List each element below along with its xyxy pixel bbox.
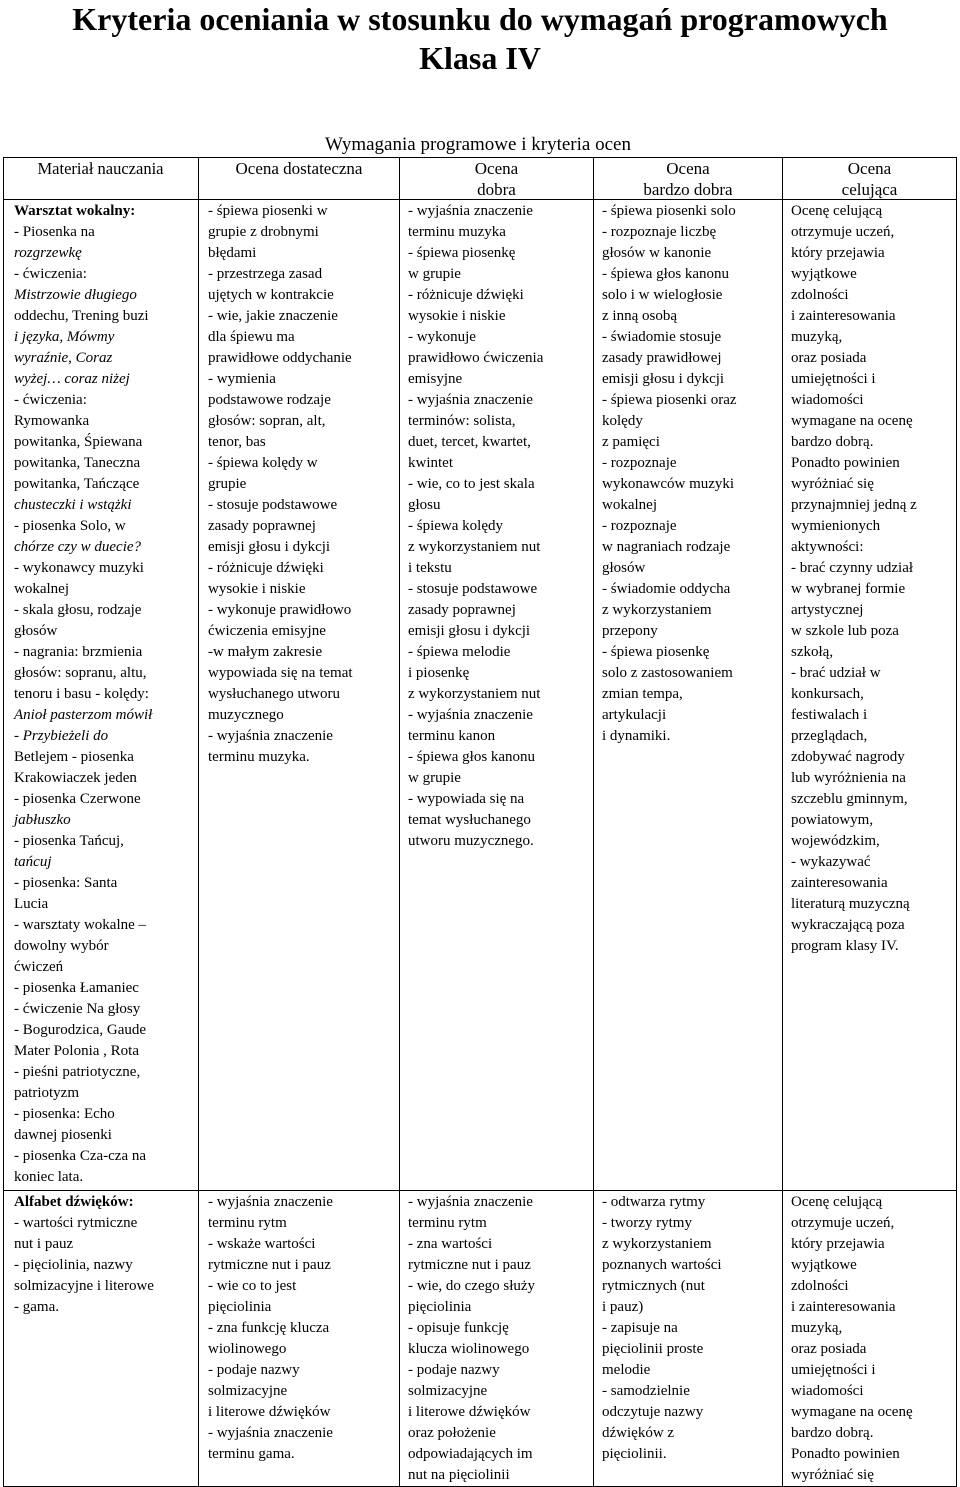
cell-line: i języka, Mówmy [14,329,115,345]
cell-line: - wymienia [208,371,276,387]
cell-line: - samodzielnie [602,1383,690,1399]
cell-line: - wyjaśnia znaczenie [408,1194,533,1210]
cell-line: ćwiczenia emisyjne [208,623,326,639]
cell-line: dla śpiewu ma [208,329,295,345]
cell-line: terminu gama. [208,1446,295,1462]
cell-line: - wyjaśnia znaczenie [208,1194,333,1210]
cell-line: grupie z drobnymi [208,224,319,240]
cell-line: solo z zastosowaniem [602,665,733,681]
cell-line: pięciolinii. [602,1446,667,1462]
cell-line: - zna wartości [408,1236,493,1252]
cell-line: konkursach, [791,686,864,702]
cell-line: wypowiada się na temat [208,665,353,681]
cell-line: odpowiadających im [408,1446,533,1462]
cell-line: wysokie i niskie [208,581,306,597]
cell-line: - stosuje podstawowe [208,497,338,513]
cell-line: dowolny wybór [14,938,109,954]
cell-line: - wyjaśnia znaczenie [408,203,533,219]
cell-line: - śpiewa piosenki oraz [602,392,737,408]
row1-bardzo-dobra-cell [602,201,782,747]
cell-line: - stosuje podstawowe [408,581,538,597]
cell-line: - śpiewa głos kanonu [602,266,730,282]
cell-line: dawnej piosenki [14,1127,112,1143]
cell-line: i zainteresowania [791,1299,896,1315]
cell-line: aktywności: [791,539,864,555]
cell-line: - piosenka Solo, w [14,518,126,534]
cell-line: odczytuje nazwy [602,1404,704,1420]
cell-line: głosów: sopranu, altu, [14,665,147,681]
cell-line: głosów w kanonie [602,245,712,261]
cell-line: muzycznego [208,707,284,723]
cell-line: - Bogurodzica, Gaude [14,1022,147,1038]
header-bdobra-line2: bardzo dobra [643,180,733,199]
cell-line: Lucia [14,896,49,912]
cell-line: - warsztaty wokalne – [14,917,147,933]
cell-line: zmian tempa, [602,686,683,702]
cell-line: - wyjaśnia znaczenie [408,392,533,408]
cell-line: Ocenę celującą [791,203,883,219]
cell-line: temat wysłuchanego [408,812,531,828]
cell-line: ćwiczeń [14,959,64,975]
cell-line: tenoru i basu - kolędy: [14,686,149,702]
document-title [0,0,960,78]
header-celujaca-line2: celująca [841,180,898,199]
cell-line: - piosenka Łamaniec [14,980,139,996]
cell-line: - nagrania: brzmienia [14,644,143,660]
cell-line: poznanych wartości [602,1257,722,1273]
cell-line: Mater Polonia , Rota [14,1043,139,1059]
cell-line: Rymowanka [14,413,90,429]
cell-line: - brać czynny udział [791,560,914,576]
cell-line: Mistrzowie długiego [14,287,137,303]
cell-line: Betlejem - piosenka [14,749,134,765]
header-celujaca [783,158,956,200]
row1-dostateczna-cell [208,201,398,768]
cell-line: - zna funkcję klucza [208,1320,330,1336]
cell-line: rytmiczne nut i pauz [208,1257,331,1273]
cell-line: głosów [14,623,58,639]
cell-line: wojewódzkim, [791,833,880,849]
cell-line: bardzo dobrą. [791,1425,874,1441]
cell-line: koniec lata. [14,1169,84,1185]
cell-line: - ćwiczenie Na głosy [14,1001,141,1017]
cell-line: i literowe dźwięków [208,1404,331,1420]
cell-line: - śpiewa piosenkę [602,644,710,660]
row2-celujaca-cell [791,1192,955,1486]
cell-line: zdolności [791,1278,849,1294]
cell-line: - pieśni patriotyczne, [14,1064,141,1080]
cell-line: - piosenka: Santa [14,875,118,891]
cell-line: - wypowiada się na [408,791,525,807]
cell-line: Warsztat wokalny: [14,203,136,219]
cell-line: - odtwarza rytmy [602,1194,706,1210]
cell-line: Alfabet dźwięków: [14,1194,134,1210]
cell-line: - wykonawcy muzyki [14,560,144,576]
cell-line: nut i pauz [14,1236,74,1252]
cell-line: terminów: solista, [408,413,516,429]
cell-line: wymagane na ocenę [791,1404,913,1420]
cell-line: Krakowiaczek jeden [14,770,137,786]
cell-line: wyżej… coraz niżej [14,371,130,387]
col-border-0 [3,157,4,1487]
cell-line: w grupie [408,266,461,282]
header-material: Materiał nauczania [37,159,164,178]
cell-line: klucza wiolinowego [408,1341,530,1357]
cell-line: - wie, do czego służy [408,1278,536,1294]
cell-line: bardzo dobrą. [791,434,874,450]
cell-line: i tekstu [408,560,452,576]
cell-line: - wie, jakie znaczenie [208,308,338,324]
cell-line: - tworzy rytmy [602,1215,692,1231]
cell-line: - rozpoznaje liczbę [602,224,717,240]
cell-line: emisji głosu i dykcji [208,539,331,555]
cell-line: z inną osobą [602,308,677,324]
cell-line: przynajmniej jedną z [791,497,917,513]
cell-line: który przejawia [791,1236,885,1252]
header-bardzo-dobra [594,158,782,200]
cell-line: artystycznej [791,602,864,618]
cell-line: i piosenkę [408,665,470,681]
cell-line: - Przybieżeli do [14,728,109,744]
cell-line: - wykonuje prawidłowo [208,602,352,618]
cell-line: - śpiewa głos kanonu [408,749,536,765]
cell-line: wymagane na ocenę [791,413,913,429]
cell-line: wiolinowego [208,1341,287,1357]
cell-line: wysłuchanego utworu [208,686,341,702]
cell-line: - śpiewa piosenkę [408,245,516,261]
cell-line: duet, tercet, kwartet, [408,434,531,450]
cell-line: głosu [408,497,441,513]
cell-line: w wybranej formie [791,581,906,597]
cell-line: z wykorzystaniem [602,602,712,618]
header-dobra-line1: Ocena [474,159,519,178]
header-dobra-line2: dobra [477,180,516,199]
cell-line: zasady poprawnej [208,518,316,534]
cell-line: prawidłowo ćwiczenia [408,350,544,366]
cell-line: emisji głosu i dykcji [602,371,725,387]
cell-line: rytmiczne nut i pauz [408,1257,531,1273]
cell-line: rozgrzewkę [14,245,82,261]
cell-line: - wie, co to jest skala [408,476,535,492]
cell-line: - opisuje funkcję [408,1320,509,1336]
cell-line: chusteczki i wstążki [14,497,132,513]
cell-line: solo i w wielogłosie [602,287,723,303]
cell-line: umiejętności i [791,1362,876,1378]
cell-line: - rozpoznaje [602,455,677,471]
cell-line: terminu muzyka. [208,749,310,765]
row1-celujaca-cell [791,201,955,957]
cell-line: Ponadto powinien [791,455,900,471]
cell-line: emisyjne [408,371,463,387]
cell-line: - podaje nazwy [208,1362,300,1378]
cell-line: pięciolinia [208,1299,272,1315]
cell-line: terminu rytm [408,1215,487,1231]
col-border-3 [593,157,594,1487]
cell-line: wymienionych [791,518,881,534]
cell-line: w grupie [408,770,461,786]
col-border-5 [956,157,957,1487]
cell-line: - rozpoznaje [602,518,677,534]
cell-line: i dynamiki. [602,728,671,744]
cell-line: - piosenka Cza-cza na [14,1148,147,1164]
cell-line: powitanka, Śpiewana [14,434,143,450]
cell-line: oraz posiada [791,350,867,366]
cell-line: wyjątkowe [791,266,857,282]
row-divider [3,1190,957,1191]
cell-line: kwintet [408,455,453,471]
cell-line: ujętych w kontrakcie [208,287,334,303]
cell-line: - zapisuje na [602,1320,678,1336]
cell-line: wysokie i niskie [408,308,506,324]
cell-line: pięciolinii proste [602,1341,704,1357]
cell-line: szkołą, [791,644,834,660]
cell-line: program klasy IV. [791,938,899,954]
cell-line: przeglądach, [791,728,868,744]
cell-line: wyraźnie, Coraz [14,350,113,366]
cell-line: - świadomie stosuje [602,329,722,345]
col-border-1 [198,157,199,1487]
cell-line: jabłuszko [14,812,71,828]
table-caption: Wymagania programowe i kryteria ocen [325,134,631,155]
cell-line: Anioł pasterzom mówił [14,707,153,723]
cell-line: - brać udział w [791,665,881,681]
cell-line: oddechu, Trening buzi [14,308,149,324]
cell-line: muzyką, [791,329,843,345]
cell-line: wyróżniać się [791,476,874,492]
cell-line: solmizacyjne [408,1383,488,1399]
cell-line: terminu kanon [408,728,496,744]
row2-dobra-cell [408,1192,592,1486]
title-line-1: Kryteria oceniania w stosunku do wymagań programowych [72,1,888,37]
cell-line: przepony [602,623,658,639]
cell-line: rytmicznych (nut [602,1278,705,1294]
cell-line: otrzymuje uczeń, [791,1215,895,1231]
cell-line: tańcuj [14,854,52,870]
cell-line: terminu muzyka [408,224,506,240]
cell-line: zdolności [791,287,849,303]
cell-line: zasady poprawnej [408,602,516,618]
cell-line: - ćwiczenia: [14,392,87,408]
cell-line: pięciolinia [408,1299,472,1315]
cell-line: głosów [602,560,646,576]
cell-line: - ćwiczenia: [14,266,87,282]
cell-line: - śpiewa piosenki solo [602,203,736,219]
cell-line: - wykonuje [408,329,476,345]
cell-line: - piosenka: Echo [14,1106,115,1122]
title-line-2: Klasa IV [419,40,541,76]
cell-line: emisji głosu i dykcji [408,623,531,639]
cell-line: z pamięci [602,434,660,450]
cell-line: oraz posiada [791,1341,867,1357]
cell-line: głosów: sopran, alt, [208,413,326,429]
cell-line: festiwalach i [791,707,868,723]
cell-line: w szkole lub poza [791,623,899,639]
cell-line: - wyjaśnia znaczenie [208,1425,333,1441]
cell-line: powitanka, Taneczna [14,455,141,471]
cell-line: - piosenka Czerwone [14,791,141,807]
cell-line: muzyką, [791,1320,843,1336]
cell-line: wykonawców muzyki [602,476,735,492]
cell-line: zdobywać nagrody [791,749,905,765]
cell-line: z wykorzystaniem [602,1236,712,1252]
cell-line: otrzymuje uczeń, [791,224,895,240]
cell-line: - wskaże wartości [208,1236,316,1252]
cell-line: - przestrzega zasad [208,266,323,282]
cell-line: dźwięków z [602,1425,675,1441]
cell-line: powitanka, Tańczące [14,476,140,492]
cell-line: - śpiewa piosenki w [208,203,328,219]
cell-line: - różnicuje dźwięki [208,560,324,576]
cell-line: umiejętności i [791,371,876,387]
cell-line: oraz położenie [408,1425,496,1441]
cell-line: literaturą muzyczną [791,896,910,912]
cell-line: - wyjaśnia znaczenie [408,707,533,723]
cell-line: i pauz) [602,1299,644,1315]
row2-bardzo-dobra-cell [602,1192,782,1465]
cell-line: lub wyróżnienia na [791,770,906,786]
cell-line: solmizacyjne i literowe [14,1278,154,1294]
cell-line: Ponadto powinien [791,1446,900,1462]
cell-line: - skala głosu, rodzaje [14,602,142,618]
cell-line: - wyjaśnia znaczenie [208,728,333,744]
header-bdobra-line1: Ocena [666,159,710,178]
cell-line: powiatowym, [791,812,874,828]
cell-line: - śpiewa kolędy w [208,455,318,471]
cell-line: - wartości rytmiczne [14,1215,138,1231]
cell-line: - świadomie oddycha [602,581,731,597]
cell-line: nut na pięciolinii [408,1467,510,1483]
cell-line: zainteresowania [791,875,888,891]
col-border-4 [782,157,783,1487]
cell-line: tenor, bas [208,434,266,450]
cell-line: -w małym zakresie [208,644,323,660]
cell-line: i zainteresowania [791,308,896,324]
cell-line: - wie co to jest [208,1278,297,1294]
cell-line: - pięciolinia, nazwy [14,1257,133,1273]
cell-line: zasady prawidłowej [602,350,722,366]
cell-line: z wykorzystaniem nut [408,539,541,555]
header-dostateczna: Ocena dostateczna [235,159,363,178]
cell-line: artykulacji [602,707,667,723]
cell-line: - podaje nazwy [408,1362,500,1378]
cell-line: wyjątkowe [791,1257,857,1273]
header-celujaca-line1: Ocena [847,159,892,178]
row1-material-cell [14,201,194,1188]
row1-dobra-cell [408,201,592,852]
cell-line: kolędy [602,413,643,429]
row2-material-cell [14,1192,194,1318]
cell-line: - piosenka Tańcuj, [14,833,124,849]
cell-line: - gama. [14,1299,59,1315]
cell-line: wiadomości [791,1383,864,1399]
cell-line: prawidłowe oddychanie [208,350,352,366]
cell-line: - śpiewa kolędy [408,518,503,534]
row2-dostateczna-cell [208,1192,398,1465]
cell-line: melodie [602,1362,651,1378]
cell-line: chórze czy w duecie? [14,539,142,555]
cell-line: utworu muzycznego. [408,833,534,849]
cell-line: wokalnej [14,581,69,597]
header-dobra [400,158,593,200]
cell-line: i literowe dźwięków [408,1404,531,1420]
cell-line: Ocenę celującą [791,1194,883,1210]
cell-line: wyróżniać się [791,1467,874,1483]
cell-line: - Piosenka na [14,224,95,240]
cell-line: - śpiewa melodie [408,644,511,660]
cell-line: - wykazywać [791,854,871,870]
cell-line: który przejawia [791,245,885,261]
cell-line: wiadomości [791,392,864,408]
cell-line: wykraczającą poza [791,917,905,933]
cell-line: w nagraniach rodzaje [602,539,731,555]
cell-line: terminu rytm [208,1215,287,1231]
cell-line: wokalnej [602,497,657,513]
cell-line: grupie [208,476,247,492]
cell-line: podstawowe rodzaje [208,392,331,408]
cell-line: z wykorzystaniem nut [408,686,541,702]
cell-line: szczeblu gminnym, [791,791,908,807]
cell-line: patriotyzm [14,1085,79,1101]
col-border-2 [399,157,400,1487]
cell-line: błędami [208,245,257,261]
cell-line: - różnicuje dźwięki [408,287,524,303]
cell-line: solmizacyjne [208,1383,288,1399]
